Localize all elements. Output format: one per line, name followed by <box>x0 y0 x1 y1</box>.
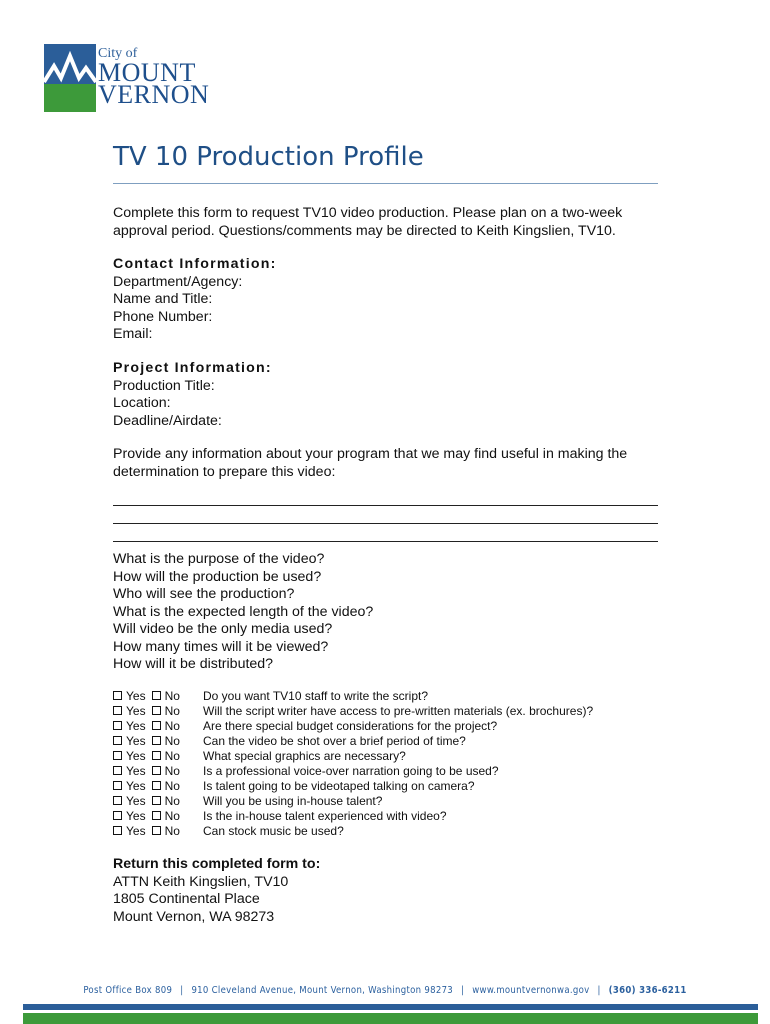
title-divider <box>113 183 658 184</box>
yes-checkbox[interactable] <box>113 796 122 805</box>
yes-label: Yes <box>126 779 146 793</box>
no-checkbox[interactable] <box>152 721 161 730</box>
checklist-row <box>113 809 593 824</box>
answer-lines <box>113 488 658 542</box>
checklist-row <box>113 794 593 809</box>
checklist-question: Is a professional voice-over narration going to be used? <box>203 764 499 778</box>
no-label: No <box>164 704 180 718</box>
question-item: How many times will it be viewed? <box>113 638 329 655</box>
footer-separator: | <box>461 985 465 996</box>
checklist-question: Can the video be shot over a brief period of time? <box>203 734 466 748</box>
footer-website-link[interactable]: www.mountvernonwa.gov <box>472 985 590 996</box>
yes-label: Yes <box>126 689 146 703</box>
footer-separator: | <box>597 985 601 996</box>
footer-blue-bar <box>23 1004 758 1010</box>
no-checkbox[interactable] <box>152 781 161 790</box>
footer-address: 910 Cleveland Avenue, Mount Vernon, Washington 98273 <box>191 985 454 996</box>
no-checkbox[interactable] <box>152 811 161 820</box>
no-label: No <box>164 689 180 703</box>
checklist-question: Are there special budget considerations for the project? <box>203 719 498 733</box>
no-label: No <box>164 719 180 733</box>
yes-label: Yes <box>126 704 146 718</box>
field-phone[interactable]: Phone Number: <box>113 308 213 325</box>
yes-checkbox[interactable] <box>113 721 122 730</box>
yes-label: Yes <box>126 749 146 763</box>
no-label: No <box>164 734 180 748</box>
answer-line[interactable] <box>113 524 658 542</box>
checklist-question: Do you want TV10 staff to write the script? <box>203 689 428 703</box>
return-heading: Return this completed form to: <box>113 856 321 872</box>
yes-checkbox[interactable] <box>113 706 122 715</box>
yes-checkbox[interactable] <box>113 736 122 745</box>
yes-no-checklist <box>113 689 593 839</box>
no-checkbox[interactable] <box>152 766 161 775</box>
checklist-question: Will you be using in-house talent? <box>203 794 383 808</box>
footer-phone: (360) 336-6211 <box>608 985 687 996</box>
footer-po-box: Post Office Box 809 <box>83 985 173 996</box>
yes-label: Yes <box>126 719 146 733</box>
logo-city-of: City of <box>98 46 138 61</box>
checklist-row <box>113 719 593 734</box>
field-name-title[interactable]: Name and Title: <box>113 291 213 307</box>
page-title: TV 10 Production Profile <box>113 142 424 172</box>
no-label: No <box>164 794 180 808</box>
yes-checkbox[interactable] <box>113 751 122 760</box>
footer-contact <box>0 985 770 996</box>
no-checkbox[interactable] <box>152 826 161 835</box>
no-checkbox[interactable] <box>152 691 161 700</box>
yes-label: Yes <box>126 734 146 748</box>
project-heading: Project Information: <box>113 360 272 376</box>
intro-paragraph: Complete this form to request TV10 video production. Please plan on a two-week approval period. Questions/comments may be directed to Keith Kingslien, TV10. <box>113 205 623 239</box>
checklist-question: Will the script writer have access to pre-written materials (ex. brochures)? <box>203 704 594 718</box>
no-checkbox[interactable] <box>152 706 161 715</box>
checklist-question: Can stock music be used? <box>203 824 344 838</box>
question-item: How will it be distributed? <box>113 656 274 672</box>
logo-text <box>98 46 210 109</box>
yes-checkbox[interactable] <box>113 811 122 820</box>
question-item: What is the expected length of the video? <box>113 603 374 620</box>
no-checkbox[interactable] <box>152 751 161 760</box>
city-logo <box>44 44 224 114</box>
yes-label: Yes <box>126 794 146 808</box>
checklist-row <box>113 704 593 719</box>
yes-checkbox[interactable] <box>113 826 122 835</box>
logo-vernon: VERNON <box>98 80 210 109</box>
yes-checkbox[interactable] <box>113 781 122 790</box>
checklist-row <box>113 824 593 839</box>
return-line: Mount Vernon, WA 98273 <box>113 908 275 925</box>
yes-checkbox[interactable] <box>113 691 122 700</box>
yes-label: Yes <box>126 824 146 838</box>
contact-section <box>113 256 277 344</box>
question-item: What is the purpose of the video? <box>113 551 325 567</box>
checklist-row <box>113 689 593 704</box>
question-item: Who will see the production? <box>113 586 295 602</box>
footer-green-bar <box>23 1013 758 1024</box>
field-location[interactable]: Location: <box>113 395 171 411</box>
no-label: No <box>164 749 180 763</box>
checklist-row <box>113 764 593 779</box>
questions-list <box>113 551 373 674</box>
answer-line[interactable] <box>113 488 658 506</box>
checklist-row <box>113 734 593 749</box>
no-checkbox[interactable] <box>152 736 161 745</box>
yes-label: Yes <box>126 809 146 823</box>
return-line: 1805 Continental Place <box>113 891 260 907</box>
return-line: ATTN Keith Kingslien, TV10 <box>113 873 289 890</box>
project-section <box>113 360 272 430</box>
field-production-title[interactable]: Production Title: <box>113 377 215 394</box>
yes-label: Yes <box>126 764 146 778</box>
no-checkbox[interactable] <box>152 796 161 805</box>
logo-mount: MOUNT <box>98 58 196 87</box>
field-deadline[interactable]: Deadline/Airdate: <box>113 412 222 429</box>
no-label: No <box>164 764 180 778</box>
no-label: No <box>164 779 180 793</box>
footer-separator: | <box>180 985 184 996</box>
provide-info-prompt: Provide any information about your program that we may find useful in making the determination to prepare this video: <box>113 446 628 480</box>
question-item: How will the production be used? <box>113 568 322 585</box>
mountain-logo-icon <box>44 44 96 112</box>
checklist-question: What special graphics are necessary? <box>203 749 406 763</box>
field-email[interactable]: Email: <box>113 326 153 342</box>
contact-heading: Contact Information: <box>113 256 277 272</box>
yes-checkbox[interactable] <box>113 766 122 775</box>
field-department[interactable]: Department/Agency: <box>113 273 243 290</box>
checklist-row <box>113 779 593 794</box>
checklist-question: Is the in-house talent experienced with video? <box>203 809 447 823</box>
answer-line[interactable] <box>113 506 658 524</box>
no-label: No <box>164 809 180 823</box>
no-label: No <box>164 824 180 838</box>
checklist-question: Is talent going to be videotaped talking on camera? <box>203 779 475 793</box>
question-item: Will video be the only media used? <box>113 621 333 637</box>
checklist-row <box>113 749 593 764</box>
return-address-block <box>113 856 320 926</box>
